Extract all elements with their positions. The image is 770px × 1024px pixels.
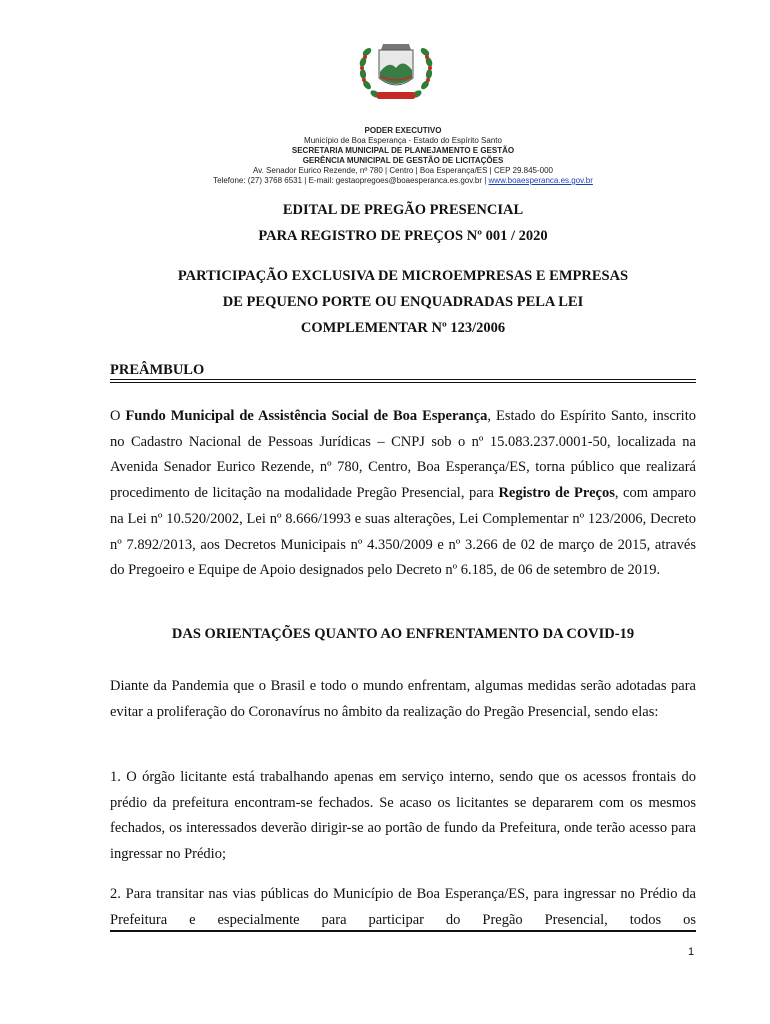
document-subtitle-line2: DE PEQUENO PORTE OU ENQUADRADAS PELA LEI xyxy=(222,294,584,310)
website-link[interactable]: www.boaesperanca.es.gov.br xyxy=(488,176,593,185)
page-number: 1 xyxy=(688,946,695,958)
page-bottom-rule xyxy=(110,930,696,932)
preamble-rule-top xyxy=(110,379,696,380)
header-address: Av. Senador Eurico Rezende, nº 780 | Centro | Boa Esperança/ES | CEP 29.845-000 xyxy=(252,166,553,175)
covid-heading: DAS ORIENTAÇÕES QUANTO AO ENFRENTAMENTO DA COVID-19 xyxy=(171,626,635,642)
preamble-rule-bottom xyxy=(110,382,696,383)
document-subtitle-line1: PARTICIPAÇÃO EXCLUSIVA DE MICROEMPRESAS E EMPRESAS xyxy=(177,268,629,284)
document-subtitle-line3: COMPLEMENTAR Nº 123/2006 xyxy=(300,320,506,336)
header-branch: PODER EXECUTIVO xyxy=(364,126,442,135)
covid-intro-paragraph: Diante da Pandemia que o Brasil e todo o mundo enfrentam, algumas medidas serão adotadas para evitar a proliferação do Coronavírus no âmbito da realização do Pregão Presencial, sendo elas: xyxy=(110,678,696,720)
header-municipality: Município de Boa Esperança - Estado do Espírito Santo xyxy=(304,136,502,145)
document-title-line1: EDITAL DE PREGÃO PRESENCIAL xyxy=(282,202,524,218)
header-secretariat: SECRETARIA MUNICIPAL DE PLANEJAMENTO E GESTÃO xyxy=(291,146,515,155)
header-contact xyxy=(110,176,696,186)
municipal-crest-logo xyxy=(353,40,439,106)
document-title-line2: PARA REGISTRO DE PREÇOS Nº 001 / 2020 xyxy=(258,228,548,244)
covid-item-1: 1. O órgão licitante está trabalhando apenas em serviço interno, sendo que os acessos frontais do prédio da prefeitura encontram-se fechados. Se acaso os licitantes se depararem com os mesmos fechados, os interessados deverão dirigir-se ao portão de fundo da Prefeitura, onde terão acesso para ingressar no Prédio; xyxy=(110,769,696,863)
header-contact-text: Telefone: (27) 3768 6531 | E-mail: gestaopregoes@boaesperanca.es.gov.br | xyxy=(213,176,489,185)
preamble-heading: PREÂMBULO xyxy=(110,362,205,378)
covid-item-2: 2. Para transitar nas vias públicas do Município de Boa Esperança/ES, para ingressar no Prédio da Prefeitura e especialmente para participar do Pregão Presencial, todos os xyxy=(110,886,696,928)
preamble-paragraph: O Fundo Municipal de Assistência Social de Boa Esperança, Estado do Espírito Santo, inscrito no Cadastro Nacional de Pessoas Jurídicas – CNPJ sob o nº 15.083.237.0001-50, localizada na Avenida Senador Eurico Rezende, nº 780, Centro, Boa Esperança/ES, torna público que realizará procedimento de licitação na modalidade Pregão Presencial, para Registro de Preços, com amparo na Lei nº 10.520/2002, Lei nº 8.666/1993 e suas alterações, Lei Complementar nº 123/2006, Decreto nº 7.892/2013, aos Decretos Municipais nº 4.350/2009 e nº 3.266 de 02 de março de 2015, através do Pregoeiro e Equipe de Apoio designados pelo Decreto nº 6.185, de 06 de setembro de 2019. xyxy=(110,408,696,579)
header-department: GERÊNCIA MUNICIPAL DE GESTÃO DE LICITAÇÕES xyxy=(302,156,504,165)
